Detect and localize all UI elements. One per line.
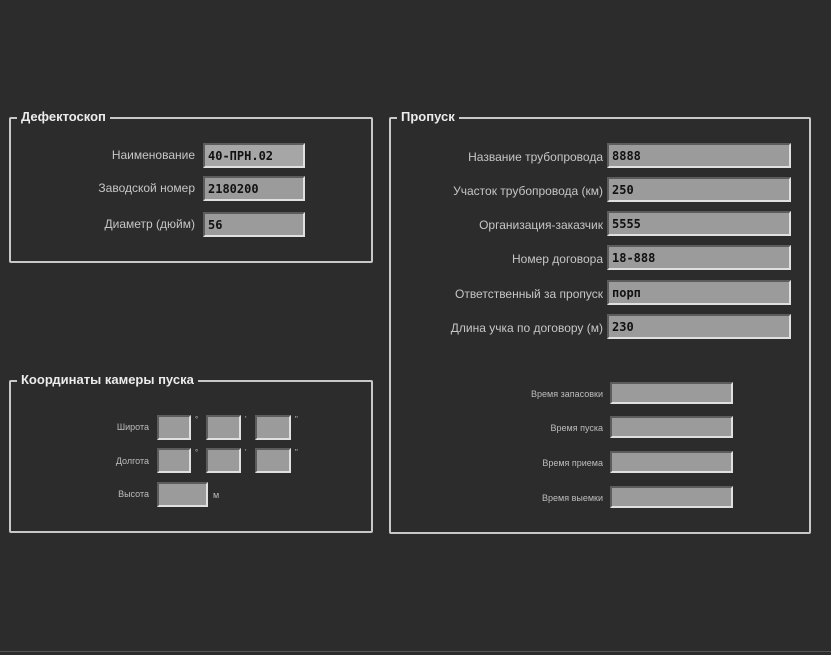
defectoscope-group-title: Дефектоскоп	[17, 109, 110, 124]
latitude-seconds-field[interactable]	[255, 415, 291, 440]
launch-time-field[interactable]	[610, 416, 733, 438]
pipeline-section-label: Участок трубопровода (км)	[453, 184, 603, 198]
section-length-label: Длина учка по договору (м)	[450, 321, 603, 335]
latitude-minute-symbol: '	[245, 415, 247, 424]
loading-time-label: Время запасовки	[531, 389, 603, 399]
latitude-second-symbol: "	[295, 415, 298, 424]
pipeline-section-field[interactable]: 250	[607, 177, 791, 202]
diameter-field[interactable]: 56	[203, 212, 305, 237]
client-organization-field[interactable]: 5555	[607, 211, 791, 236]
latitude-minutes-field[interactable]	[206, 415, 241, 440]
serial-number-field[interactable]: 2180200	[203, 176, 305, 201]
pass-group-title: Пропуск	[397, 109, 459, 124]
longitude-minutes-field[interactable]	[206, 448, 241, 473]
latitude-degrees-field[interactable]	[157, 415, 191, 440]
longitude-degrees-field[interactable]	[157, 448, 191, 473]
longitude-second-symbol: "	[295, 448, 298, 457]
longitude-seconds-field[interactable]	[255, 448, 291, 473]
serial-number-label: Заводской номер	[98, 181, 195, 195]
meter-unit: м	[213, 490, 220, 500]
longitude-label: Долгота	[115, 456, 149, 466]
contract-number-field[interactable]: 18-888	[607, 245, 791, 270]
loading-time-field[interactable]	[610, 382, 733, 404]
altitude-field[interactable]	[157, 482, 208, 507]
launch-time-label: Время пуска	[550, 423, 603, 433]
responsible-person-label: Ответственный за пропуск	[454, 287, 603, 301]
launch-coords-group	[9, 372, 373, 533]
name-field[interactable]: 40-ПРН.02	[203, 143, 305, 168]
pipeline-name-field[interactable]: 8888	[607, 143, 791, 168]
extraction-time-label: Время выемки	[542, 493, 603, 503]
latitude-degree-symbol: °	[195, 415, 199, 424]
name-label: Наименование	[111, 148, 195, 162]
section-length-field[interactable]: 230	[607, 314, 791, 339]
receive-time-label: Время приема	[542, 458, 603, 468]
bottom-divider	[0, 651, 831, 652]
contract-number-label: Номер договора	[512, 252, 603, 266]
launch-coords-group-title: Координаты камеры пуска	[17, 372, 198, 387]
diameter-label: Диаметр (дюйм)	[104, 217, 195, 231]
receive-time-field[interactable]	[610, 451, 733, 473]
client-organization-label: Организация-заказчик	[479, 218, 603, 232]
pipeline-name-label: Название трубопровода	[468, 150, 603, 164]
latitude-label: Широта	[116, 422, 149, 432]
responsible-person-field[interactable]: порп	[607, 280, 791, 305]
altitude-label: Высота	[118, 489, 149, 499]
longitude-degree-symbol: °	[195, 448, 199, 457]
extraction-time-field[interactable]	[610, 486, 733, 508]
longitude-minute-symbol: '	[245, 448, 247, 457]
